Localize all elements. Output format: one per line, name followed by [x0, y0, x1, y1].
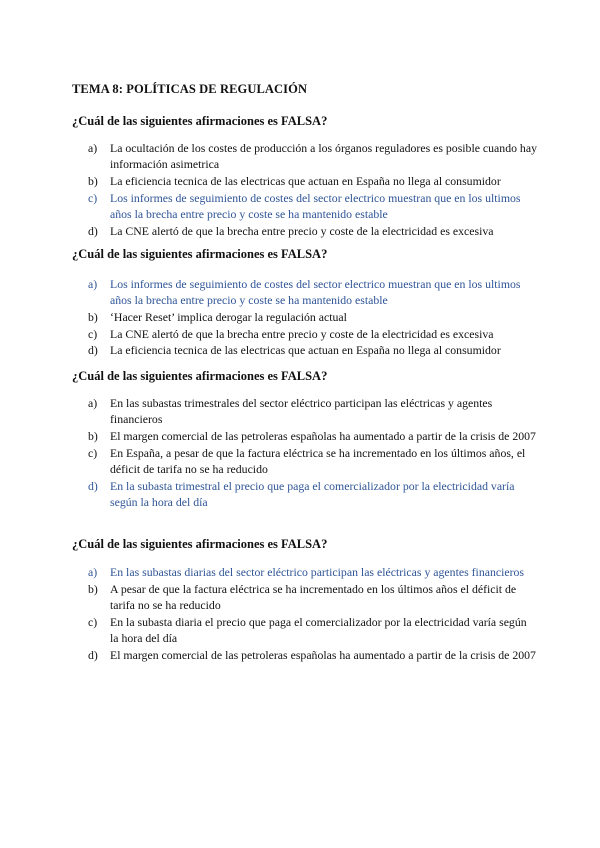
option-letter: a) — [88, 396, 98, 410]
question-4-options — [88, 564, 538, 663]
option-text: En España, a pesar de que la factura eléctrica se ha incrementado en los últimos años, el déficit de tarifa no se ha reducido — [110, 445, 526, 476]
question-1-option-a — [88, 140, 538, 172]
option-letter: b) — [88, 581, 98, 596]
question-3-option-a — [88, 395, 538, 427]
option-letter: b) — [88, 173, 98, 188]
option-letter: d) — [88, 478, 98, 493]
question-3-option-b — [88, 428, 538, 444]
question-3-options — [88, 395, 538, 510]
option-letter: c) — [88, 614, 98, 629]
option-letter: a) — [88, 277, 98, 291]
option-text: El margen comercial de las petroleras españolas ha aumentado a partir de la crisis de 2007 — [110, 428, 536, 443]
question-2-option-b — [88, 309, 538, 325]
question-1-option-b — [88, 173, 538, 189]
question-2-option-d — [88, 342, 538, 358]
option-text: En la subasta diaria el precio que paga el comercializador por la electricidad varía según la hora del día — [110, 614, 527, 645]
question-1-prompt: ¿Cuál de las siguientes afirmaciones es FALSA? — [72, 114, 328, 128]
question-1-option-c — [88, 190, 538, 222]
option-text: En las subastas diarias del sector eléctrico participan las eléctricas y agentes financieros — [110, 565, 525, 579]
option-text: Los informes de seguimiento de costes del sector electrico muestran que en los ultimos años la brecha entre precio y coste se ha mantenido estable — [110, 277, 521, 308]
option-letter: a) — [88, 565, 98, 579]
question-1-options — [88, 140, 538, 239]
question-2-option-c — [88, 326, 538, 342]
option-text: La CNE alertó de que la brecha entre precio y coste de la electricidad es excesiva — [110, 223, 494, 238]
option-letter: c) — [88, 326, 98, 341]
option-text: La CNE alertó de que la brecha entre precio y coste de la electricidad es excesiva — [110, 326, 494, 341]
question-3-prompt: ¿Cuál de las siguientes afirmaciones es FALSA? — [72, 369, 328, 383]
question-4-option-d — [88, 647, 538, 663]
question-2-prompt: ¿Cuál de las siguientes afirmaciones es FALSA? — [72, 247, 328, 261]
question-4-option-b — [88, 581, 538, 613]
option-letter: c) — [88, 190, 98, 205]
option-letter: d) — [88, 647, 98, 662]
option-text: La eficiencia tecnica de las electricas que actuan en España no llega al consumidor — [110, 173, 501, 188]
option-letter: d) — [88, 343, 98, 358]
question-2-options — [88, 276, 538, 359]
option-text: En la subasta trimestral el precio que paga el comercializador por la electricidad varía según la hora del día — [110, 478, 515, 509]
option-text: El margen comercial de las petroleras españolas ha aumentado a partir de la crisis de 2007 — [110, 647, 536, 662]
option-text: Los informes de seguimiento de costes del sector electrico muestran que en los ultimos años la brecha entre precio y coste se ha mantenido estable — [110, 190, 521, 221]
question-3-option-d — [88, 478, 538, 510]
option-letter: a) — [88, 141, 98, 155]
question-4-prompt: ¿Cuál de las siguientes afirmaciones es FALSA? — [72, 537, 328, 551]
page-title: TEMA 8: POLÍTICAS DE REGULACIÓN — [72, 82, 308, 96]
question-2-option-a — [88, 276, 538, 308]
option-letter: b) — [88, 428, 98, 443]
question-4-option-a — [88, 564, 538, 580]
option-text: ‘Hacer Reset’ implica derogar la regulación actual — [110, 309, 347, 324]
option-letter: d) — [88, 223, 98, 238]
option-text: La ocultación de los costes de producción a los órganos reguladores es posible cuando hay información asimetrica — [110, 141, 537, 172]
option-text: A pesar de que la factura eléctrica se ha incrementado en los últimos años el déficit de tarifa no se ha reducido — [110, 581, 517, 612]
option-text: La eficiencia tecnica de las electricas que actuan en España no llega al consumidor — [110, 343, 501, 358]
option-letter: c) — [88, 445, 98, 460]
option-text: En las subastas trimestrales del sector eléctrico participan las eléctricas y agentes financieros — [110, 396, 493, 427]
option-letter: b) — [88, 309, 98, 324]
question-4-option-c — [88, 614, 538, 646]
question-3-option-c — [88, 445, 538, 477]
question-1-option-d — [88, 223, 538, 239]
